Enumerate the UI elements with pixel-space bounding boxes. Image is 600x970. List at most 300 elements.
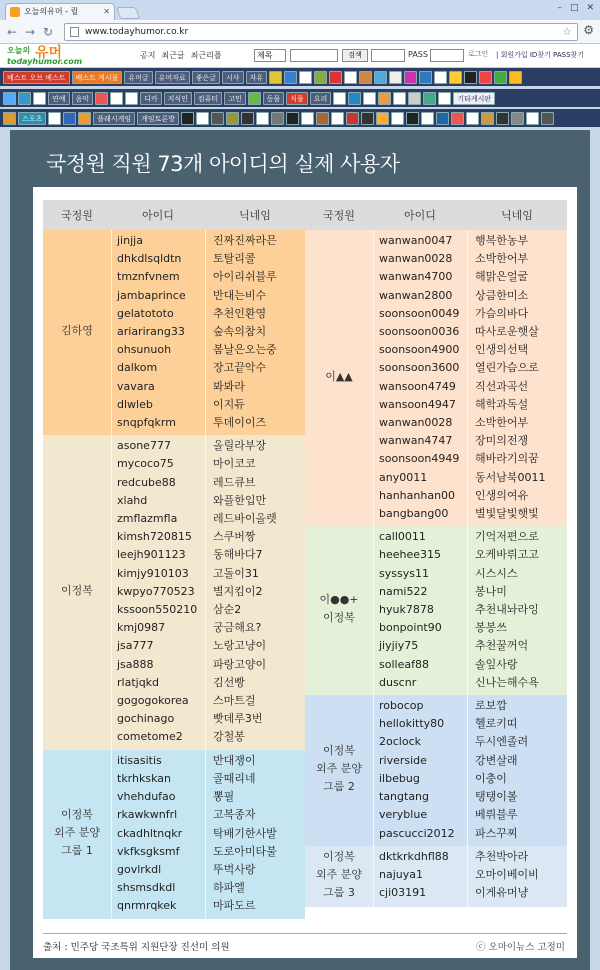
id-entry: cometome2 <box>117 730 183 744</box>
new-tab-button[interactable] <box>116 7 140 19</box>
browser-toolbar <box>0 20 600 44</box>
nickname-entry: 강변살래 <box>475 753 518 767</box>
nickname-entry: 하파엘 <box>213 881 245 895</box>
id-entry: robocop <box>379 699 424 713</box>
nickname-entry: 삼순2 <box>213 603 242 617</box>
nickname-entry: 봄날은오는중 <box>213 343 277 357</box>
source-note: 출처 : 민주당 국조특위 지원단장 진선미 의원 <box>43 942 230 953</box>
board-icon[interactable] <box>509 71 522 84</box>
header-nickname: 닉네임 <box>501 209 533 222</box>
group-name: 이정복 외주 분양 그룹 3 <box>315 849 362 899</box>
menu-cooking[interactable]: 요리 <box>310 92 332 105</box>
header-nickname: 닉네임 <box>239 209 271 222</box>
board-icon[interactable] <box>376 112 389 125</box>
board-icon[interactable] <box>63 112 76 125</box>
nickname-entry: 마이코코 <box>213 457 256 471</box>
board-icon[interactable] <box>526 112 539 125</box>
nickname-list <box>467 230 567 523</box>
nickname-entry: 해학과독설 <box>475 397 529 411</box>
column-separator <box>373 695 374 846</box>
id-entry: 2oclock <box>379 735 421 749</box>
board-icon[interactable] <box>125 92 138 105</box>
top-links <box>140 50 222 61</box>
id-list <box>373 230 467 523</box>
id-list <box>111 435 205 746</box>
table-left-half <box>43 200 305 919</box>
board-icon[interactable] <box>196 112 209 125</box>
menu-knowledge[interactable]: 지식인 <box>164 92 192 105</box>
id-list <box>111 230 205 432</box>
notice-link[interactable]: 공지 <box>140 51 156 60</box>
nickname-entry: 김선빵 <box>213 675 245 689</box>
board-icon[interactable] <box>494 71 507 84</box>
id-entry: gochinago <box>117 712 175 726</box>
board-icon[interactable] <box>496 112 509 125</box>
header-id: 아이디 <box>404 209 436 222</box>
menu-music[interactable]: 음악 <box>72 92 94 105</box>
nickname-entry: 숲속의참치 <box>213 325 267 339</box>
board-icon[interactable] <box>314 71 327 84</box>
id-entry: dlwleb <box>117 397 153 411</box>
board-icon[interactable] <box>408 92 421 105</box>
nickname-entry: 해바라기의꿈 <box>475 452 539 466</box>
nickname-entry: 노랑고냥이 <box>213 639 267 653</box>
nickname-list <box>467 695 567 843</box>
menu-bar-3 <box>0 109 600 127</box>
table-header <box>43 200 305 230</box>
bookmark-star-icon[interactable]: ☆ <box>562 25 572 38</box>
nickname-entry: 상큼한미소 <box>475 288 529 302</box>
logo-main: 유머 <box>35 45 63 61</box>
nickname-entry: 반대는비수 <box>213 288 267 302</box>
column-separator <box>467 230 468 526</box>
nickname-entry: 추천내놔라잉 <box>475 603 539 617</box>
board-icon[interactable] <box>464 71 477 84</box>
nickname-entry: 추천박아라 <box>475 849 529 863</box>
group-row <box>305 846 567 907</box>
nickname-entry: 봐봐라 <box>213 379 245 393</box>
nickname-entry: 파스꾸찌 <box>475 826 518 840</box>
id-entry: wanwan0047 <box>379 234 453 247</box>
column-separator <box>111 750 112 919</box>
password-field[interactable] <box>430 49 464 62</box>
id-entry: shsmsdkdl <box>117 881 176 895</box>
nickname-entry: 해맑은얼굴 <box>475 270 529 284</box>
nickname-entry: 헬로키띠 <box>475 717 518 731</box>
nickname-entry: 신나는해수욕 <box>475 675 539 689</box>
id-entry: ilbebug <box>379 771 420 785</box>
maximize-icon[interactable]: □ <box>569 3 579 13</box>
board-icon[interactable] <box>286 112 299 125</box>
id-entry: cji03191 <box>379 886 427 900</box>
nickname-entry: 장고끝악수 <box>213 361 267 375</box>
menu-game-debate[interactable]: 게임토론방 <box>137 112 179 125</box>
nickname-entry: 투데이이즈 <box>213 416 267 430</box>
id-entry: wanwan0028 <box>379 252 453 266</box>
id-entry: wansoon4947 <box>379 397 456 411</box>
board-icon[interactable] <box>18 92 31 105</box>
board-icon[interactable] <box>406 112 419 125</box>
menu-humor-post[interactable]: 유머글 <box>124 71 152 84</box>
nickname-entry: 뽕필 <box>213 790 235 804</box>
nickname-entry: 고돌이31 <box>213 566 259 580</box>
nickname-entry: 이지듀 <box>213 397 245 411</box>
board-icon[interactable] <box>248 92 261 105</box>
nickname-entry: 올릴라부장 <box>213 439 267 453</box>
id-entry: nami522 <box>379 584 428 598</box>
nickname-entry: 추천인환영 <box>213 306 267 320</box>
group-row <box>305 695 567 846</box>
id-entry: wanwan4747 <box>379 434 453 448</box>
nickname-list <box>205 750 305 916</box>
id-entry: pascucci2012 <box>379 826 455 840</box>
back-icon[interactable]: ← <box>6 25 18 39</box>
id-entry: heehee315 <box>379 548 442 562</box>
recent-replies-link[interactable]: 최근리플 <box>190 51 222 60</box>
board-icon[interactable] <box>284 71 297 84</box>
id-entry: soonsoon0049 <box>379 306 460 320</box>
board-icon[interactable] <box>331 112 344 125</box>
board-icon[interactable] <box>181 112 194 125</box>
column-separator <box>467 526 468 695</box>
site-logo[interactable] <box>5 45 129 67</box>
board-icon[interactable] <box>361 112 374 125</box>
group-name: 이●●+ 이정복 <box>319 593 359 625</box>
id-entry: ckadhltnqkr <box>117 826 183 840</box>
menu-current-affairs[interactable]: 시사 <box>222 71 244 84</box>
id-list <box>111 750 205 916</box>
id-entry: tmznfvnem <box>117 270 180 284</box>
nickname-entry: 레드바이올렛 <box>213 512 277 526</box>
close-tab-icon[interactable]: ✕ <box>103 7 110 16</box>
id-entry: riverside <box>379 753 427 767</box>
id-entry: hanhanhan00 <box>379 488 456 502</box>
column-separator <box>373 846 374 907</box>
id-entry: solleaf88 <box>379 657 429 671</box>
menu-entertainment[interactable]: 연예 <box>48 92 70 105</box>
header-nis: 국정원 <box>323 209 355 222</box>
credit-note: ⓒ 오마이뉴스 고정미 <box>476 942 565 953</box>
group-row <box>43 230 305 435</box>
nickname-entry: 열린가슴으로 <box>475 361 539 375</box>
board-icon[interactable] <box>378 92 391 105</box>
nickname-entry: 와플한입만 <box>213 493 267 507</box>
search-type-select[interactable]: 제목 <box>254 49 286 62</box>
nickname-entry: 골때리네 <box>213 771 256 785</box>
nickname-entry: 이충이 <box>475 771 507 785</box>
menu-free[interactable]: 자유 <box>246 71 268 84</box>
header-nis: 국정원 <box>61 209 93 222</box>
login-button[interactable]: 로그인 <box>468 50 489 58</box>
board-icon[interactable] <box>226 112 239 125</box>
menu-computer[interactable]: 컴퓨터 <box>194 92 222 105</box>
pass-label: PASS <box>408 50 428 59</box>
nickname-entry: 토탈리콜 <box>213 252 256 266</box>
id-entry: jambaprince <box>117 288 186 302</box>
board-icon[interactable] <box>348 92 361 105</box>
menu-good-post[interactable]: 좋은글 <box>192 71 220 84</box>
menu-worry[interactable]: 고민 <box>224 92 246 105</box>
column-separator <box>111 230 112 435</box>
nickname-entry: 진짜진짜라믄 <box>213 234 277 247</box>
id-entry: dalkom <box>117 361 158 375</box>
nickname-entry: 추천꿀꺼억 <box>475 639 529 653</box>
id-entry: vkfksgksmf <box>117 844 180 858</box>
search-input[interactable] <box>290 49 338 62</box>
wrench-icon[interactable]: ⚙ <box>583 23 594 37</box>
nickname-entry: 봉봉쓰 <box>475 621 507 635</box>
nickname-entry: 소박한어부 <box>475 252 529 266</box>
column-separator <box>467 846 468 907</box>
board-icon[interactable] <box>404 71 417 84</box>
board-icon[interactable] <box>346 112 359 125</box>
nickname-entry: 별빛달빛햇빛 <box>475 507 539 521</box>
column-separator <box>467 695 468 846</box>
menu-camera[interactable]: 디카 <box>140 92 162 105</box>
id-entry: hellokitty80 <box>379 717 445 731</box>
id-entry: wanwan4700 <box>379 270 453 284</box>
board-icon[interactable] <box>359 71 372 84</box>
nickname-entry: 소박한어부 <box>475 416 529 430</box>
id-entry: call0011 <box>379 530 426 544</box>
id-field[interactable] <box>371 49 405 62</box>
board-icon[interactable] <box>269 71 282 84</box>
group-row <box>43 750 305 919</box>
id-entry: wanwan0028 <box>379 416 453 430</box>
board-icon[interactable] <box>466 112 479 125</box>
board-icon[interactable] <box>33 92 46 105</box>
nickname-list <box>205 435 305 746</box>
column-separator <box>373 230 374 526</box>
nickname-entry: 가슴의바다 <box>475 306 529 320</box>
id-entry: tkrhkskan <box>117 771 171 785</box>
menu-sports[interactable]: 스포츠 <box>18 112 46 125</box>
board-icon[interactable] <box>541 112 554 125</box>
nickname-entry: 반대쟁이 <box>213 753 256 767</box>
id-entry: soonsoon0036 <box>379 325 460 339</box>
logo-top: 오늘의 <box>7 46 31 55</box>
search-button[interactable]: 검색 <box>342 49 368 62</box>
menu-flash-game[interactable]: 플래시게임 <box>93 112 135 125</box>
nickname-entry: 행복한농부 <box>475 234 529 247</box>
recent-posts-link[interactable]: 최근글 <box>161 51 185 60</box>
id-entry: asone777 <box>117 439 171 453</box>
minimize-icon[interactable]: – <box>557 3 562 13</box>
board-icon[interactable] <box>363 92 376 105</box>
footer-divider <box>43 933 567 934</box>
id-table <box>43 200 567 919</box>
id-list <box>373 846 467 904</box>
id-entry: vhehdufao <box>117 790 176 804</box>
id-entry: ariarirang33 <box>117 325 185 339</box>
id-entry: soonsoon4949 <box>379 452 460 466</box>
column-separator <box>205 750 206 919</box>
browser-tab[interactable] <box>5 3 115 20</box>
board-icon[interactable] <box>329 71 342 84</box>
id-entry: zmflazmfla <box>117 512 178 526</box>
nickname-entry: 동해바다7 <box>213 548 263 562</box>
id-entry: wanwan2800 <box>379 288 453 302</box>
board-icon[interactable] <box>436 112 449 125</box>
id-entry: ohsunuoh <box>117 343 172 357</box>
board-icon[interactable] <box>438 92 451 105</box>
table-header <box>305 200 567 230</box>
id-entry: qnrmrqkek <box>117 899 177 913</box>
menu-plant[interactable]: 식물 <box>286 92 308 105</box>
tab-title: 오늘의유머 - 릴 <box>24 7 79 16</box>
board-icon[interactable] <box>393 92 406 105</box>
board-icon[interactable] <box>3 112 16 125</box>
board-icon[interactable] <box>271 112 284 125</box>
nickname-entry: 직선과곡선 <box>475 379 529 393</box>
board-icon[interactable] <box>419 71 432 84</box>
id-entry: jinjja <box>117 234 143 247</box>
board-icon[interactable] <box>479 71 492 84</box>
board-icon[interactable] <box>48 112 61 125</box>
id-entry: kmj0987 <box>117 621 166 635</box>
id-entry: soonsoon3600 <box>379 361 460 375</box>
nickname-entry: 베뤼블루 <box>475 808 518 822</box>
table-right-half <box>305 200 567 919</box>
id-entry: najuya1 <box>379 867 423 881</box>
menu-bar-2 <box>0 89 600 107</box>
board-icon[interactable] <box>451 112 464 125</box>
nickname-list <box>467 526 567 692</box>
id-entry: xlahd <box>117 493 148 507</box>
nickname-entry: 스마트걸 <box>213 694 256 708</box>
nickname-entry: 스쿠버짱 <box>213 530 256 544</box>
nickname-entry: 고복종자 <box>213 808 256 822</box>
id-entry: any0011 <box>379 470 428 484</box>
nickname-entry: 레드큐브 <box>213 475 256 489</box>
id-entry: bonpoint90 <box>379 621 442 635</box>
menu-best[interactable]: 베스트 게시물 <box>72 71 123 84</box>
id-entry: wansoon4749 <box>379 379 456 393</box>
nickname-entry: 강철봉 <box>213 730 245 744</box>
address-bar[interactable] <box>64 23 578 41</box>
nickname-entry: 시스시스 <box>475 566 518 580</box>
menu-animal[interactable]: 동물 <box>263 92 285 105</box>
url-text: www.todayhumor.co.kr <box>85 27 189 37</box>
header-id: 아이디 <box>142 209 174 222</box>
id-entry: gelatototo <box>117 306 174 320</box>
id-entry: kwpyo770523 <box>117 584 195 598</box>
article-headline: 국정원 직원 73개 아이디의 실제 사용자 <box>46 152 400 176</box>
board-icon[interactable] <box>78 112 91 125</box>
board-icon[interactable] <box>449 71 462 84</box>
id-entry: redcube88 <box>117 475 176 489</box>
id-entry: govlrkdl <box>117 862 162 876</box>
nickname-entry: 두시엔졸려 <box>475 735 529 749</box>
id-entry: dktkrkdhfl88 <box>379 849 449 863</box>
logo-sub: todayhumor.com <box>7 57 83 66</box>
board-icon[interactable] <box>389 71 402 84</box>
board-icon[interactable] <box>110 92 123 105</box>
board-icon[interactable] <box>481 112 494 125</box>
board-icon[interactable] <box>211 112 224 125</box>
nickname-list <box>205 230 305 432</box>
board-icon[interactable] <box>391 112 404 125</box>
id-entry: itisasitis <box>117 753 162 767</box>
nickname-entry: 아이리쉬블루 <box>213 270 277 284</box>
id-list <box>373 695 467 843</box>
column-separator <box>373 526 374 695</box>
id-entry: jsa888 <box>117 657 154 671</box>
nickname-entry: 마파도르 <box>213 899 256 913</box>
favicon-icon <box>10 7 20 17</box>
board-icon[interactable] <box>256 112 269 125</box>
nickname-entry: 로보깝 <box>475 699 507 713</box>
board-icon[interactable] <box>241 112 254 125</box>
column-separator <box>111 435 112 749</box>
group-row <box>43 435 305 749</box>
id-entry: duscnr <box>379 675 417 689</box>
id-entry: kssoon550210 <box>117 603 198 617</box>
column-separator <box>205 435 206 749</box>
id-entry: kimjy910103 <box>117 566 189 580</box>
id-entry: leejh901123 <box>117 548 186 562</box>
nickname-entry: 탁배기한사발 <box>213 826 277 840</box>
board-icon[interactable] <box>434 71 447 84</box>
join-links[interactable]: | 회원가입 ID찾기 PASS찾기 <box>496 51 585 59</box>
site-header <box>0 44 600 68</box>
menu-best-of-best[interactable]: 베스트 오브 베스트 <box>3 71 70 84</box>
id-entry: rkawkwnfrl <box>117 808 178 822</box>
id-entry: vavara <box>117 379 155 393</box>
id-entry: soonsoon4900 <box>379 343 460 357</box>
close-window-icon[interactable]: ✕ <box>586 3 594 13</box>
id-entry: syssys11 <box>379 566 429 580</box>
board-icon[interactable] <box>299 71 312 84</box>
group-row <box>305 526 567 695</box>
board-icon[interactable] <box>3 92 16 105</box>
board-icon[interactable] <box>316 112 329 125</box>
nickname-entry: 탱탱이볼 <box>475 790 518 804</box>
menu-humor-data[interactable]: 유머자료 <box>155 71 190 84</box>
nickname-entry: 인생의여유 <box>475 488 529 502</box>
board-icon[interactable] <box>374 71 387 84</box>
menu-bar-1 <box>0 68 600 86</box>
board-icon[interactable] <box>95 92 108 105</box>
id-entry: snqpfqkrm <box>117 416 176 430</box>
nickname-entry: 별지킴이2 <box>213 584 263 598</box>
nickname-entry: 따사로운햇살 <box>475 325 539 339</box>
nickname-entry: 봉나미 <box>475 584 507 598</box>
board-icon[interactable] <box>511 112 524 125</box>
forward-icon[interactable]: → <box>24 25 36 39</box>
group-row <box>305 230 567 526</box>
board-icon[interactable] <box>344 71 357 84</box>
id-entry: rlatjqkd <box>117 675 160 689</box>
menu-etc-board[interactable]: 기타게시판 <box>453 92 495 105</box>
id-entry: mycoco75 <box>117 457 174 471</box>
group-name: 이정복 외주 분양 그룹 1 <box>53 807 100 857</box>
id-entry: kimsh720815 <box>117 530 192 544</box>
board-icon[interactable] <box>301 112 314 125</box>
group-name: 김하영 <box>61 324 93 338</box>
nickname-entry: 장미의전쟁 <box>475 434 529 448</box>
window-controls <box>557 3 594 13</box>
board-icon[interactable] <box>421 112 434 125</box>
id-entry: tangtang <box>379 790 430 804</box>
nickname-entry: 기억저편으로 <box>475 530 539 544</box>
board-icon[interactable] <box>423 92 436 105</box>
nickname-entry: 오마이베이비 <box>475 867 539 881</box>
nickname-list <box>467 846 567 904</box>
id-entry: dhkdlsqldtn <box>117 252 182 266</box>
reload-icon[interactable]: ↻ <box>42 25 54 39</box>
board-icon[interactable] <box>333 92 346 105</box>
